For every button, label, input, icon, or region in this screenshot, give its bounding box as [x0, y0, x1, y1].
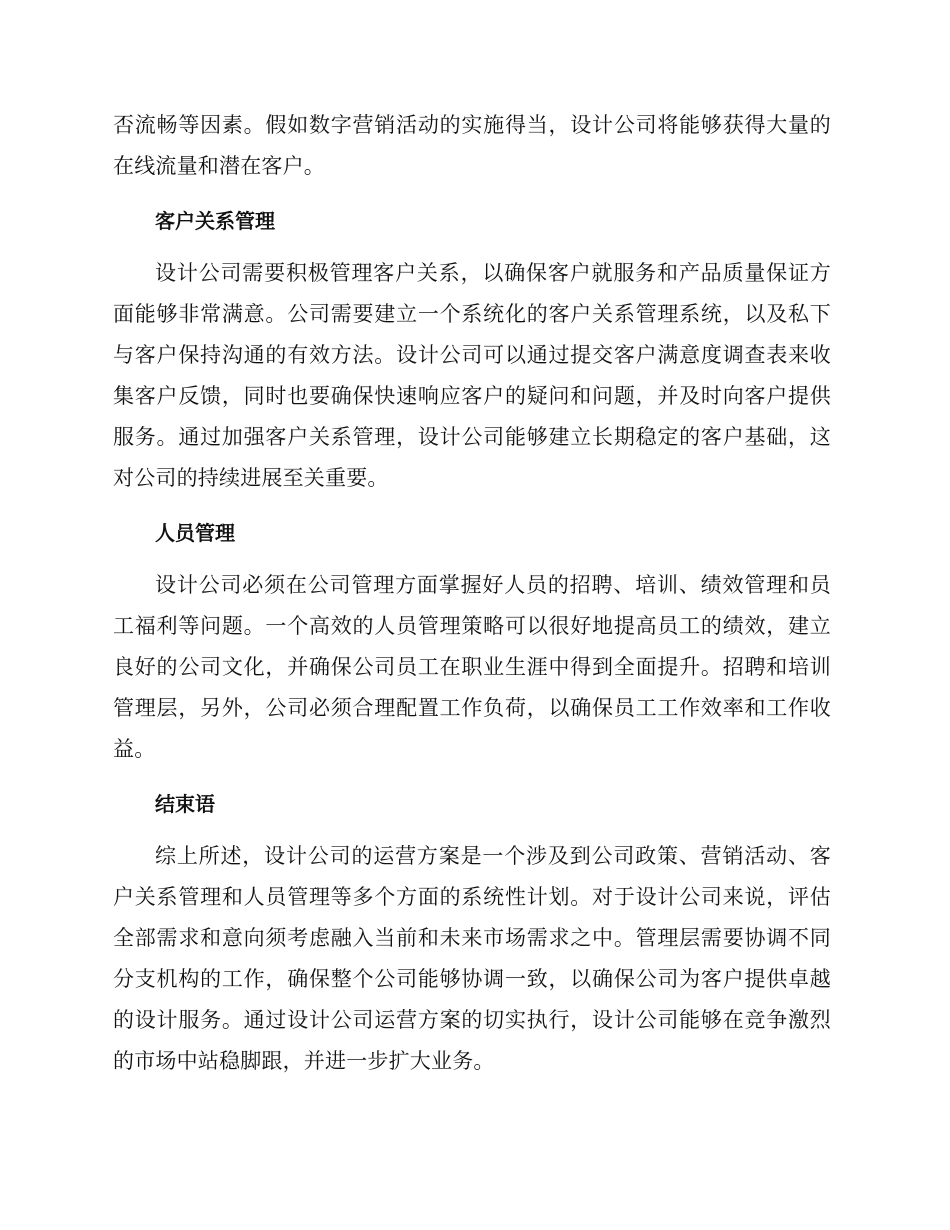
intro-paragraph: 否流畅等因素。假如数字营销活动的实施得当，设计公司将能够获得大量的在线流量和潜在客户。: [113, 113, 831, 178]
document-body: [113, 105, 831, 1082]
spacer: [113, 554, 831, 565]
spacer: [113, 770, 831, 784]
spacer: [113, 187, 831, 201]
section-heading-customer-relations: 客户关系管理: [155, 209, 275, 233]
section-paragraph-personnel: 设计公司必须在公司管理方面掌握好人员的招聘、培训、绩效管理和员工福利等问题。一个高效的人员管理策略可以很好地提高员工的绩效，建立良好的公司文化，并确保公司员工在职业生涯中得到全面提升。招聘和培训管理层，另外，公司必须合理配置工作负荷，以确保员工工作效率和工作收益。: [113, 573, 831, 761]
spacer: [113, 242, 831, 253]
spacer: [113, 499, 831, 513]
section-heading-personnel: 人员管理: [155, 521, 235, 545]
section-heading-conclusion: 结束语: [155, 792, 215, 816]
section-paragraph-customer-relations: 设计公司需要积极管理客户关系，以确保客户就服务和产品质量保证方面能够非常满意。公司需要建立一个系统化的客户关系管理系统，以及私下与客户保持沟通的有效方法。设计公司可以通过提交客户满意度调查表来收集客户反馈，同时也要确保快速响应客户的疑问和问题，并及时向客户提供服务。通过加强客户关系管理，设计公司能够建立长期稳定的客户基础，这对公司的持续进展至关重要。: [113, 261, 831, 490]
section-paragraph-conclusion: 综上所述，设计公司的运营方案是一个涉及到公司政策、营销活动、客户关系管理和人员管理等多个方面的系统性计划。对于设计公司来说，评估全部需求和意向须考虑融入当前和未来市场需求之中。管理层需要协调不同分支机构的工作，确保整个公司能够协调一致，以确保公司为客户提供卓越的设计服务。通过设计公司运营方案的切实执行，设计公司能够在竞争激烈的市场中站稳脚跟，并进一步扩大业务。: [113, 844, 831, 1073]
spacer: [113, 825, 831, 836]
